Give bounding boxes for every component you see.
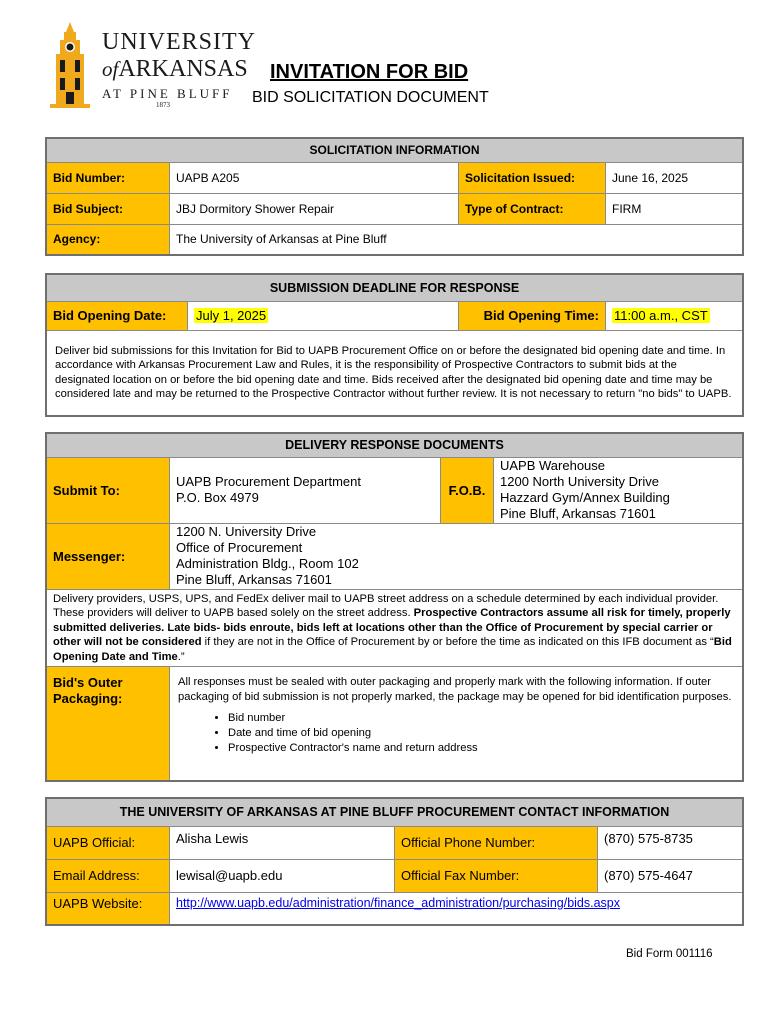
bid-opening-date-label: Bid Opening Date: — [46, 301, 188, 330]
bid-number-value: UAPB A205 — [170, 162, 459, 193]
outer-packaging-bullets — [178, 711, 734, 756]
fob-line2: 1200 North University Drive — [500, 474, 659, 489]
messenger-value — [170, 523, 744, 589]
bullet-bid-number: • Bid number — [228, 711, 734, 726]
delivery-note — [46, 589, 743, 667]
messenger-line2: Office of Procurement — [176, 540, 303, 555]
email-value: lewisal@uapb.edu — [170, 859, 395, 892]
fob-line3: Hazzard Gym/Annex Building — [500, 490, 670, 505]
messenger-line1: 1200 N. University Drive — [176, 524, 317, 539]
bid-opening-time-label: Bid Opening Time: — [459, 301, 606, 330]
fax-value: (870) 575-4647 — [598, 859, 744, 892]
website-cell — [170, 892, 744, 925]
clock-tower-icon — [44, 20, 96, 108]
phone-label: Official Phone Number: — [395, 826, 598, 859]
official-value: Alisha Lewis — [170, 826, 395, 859]
delivery-table — [45, 432, 744, 782]
bid-opening-time-cell — [606, 301, 744, 330]
fob-line1: UAPB Warehouse — [500, 458, 606, 473]
fob-label: F.O.B. — [441, 457, 494, 523]
bid-opening-time-value: 11:00 a.m., CST — [614, 308, 708, 323]
submit-to-line2: P.O. Box 4979 — [176, 490, 259, 505]
submit-to-label: Submit To: — [46, 457, 170, 523]
delivery-note-bold1: Prospective Contractors assume all risk for timely, properly submitted deliveries. Late bids- bids enroute, bids left at locations other than the Office of Procurement by special carrier or other will not be considered — [53, 607, 731, 649]
delivery-note-part2: if they are not in the Office of Procurement by or before the time as indicated on this IFB document as “ — [201, 636, 714, 649]
agency-label: Agency: — [46, 224, 170, 255]
deadline-paragraph: Deliver bid submissions for this Invitation for Bid to UAPB Procurement Office on or before the designated bid opening date and time. In accordance with Arkansas Procurement Law and Rules, it is the responsibility of Prospective Contractors to submit bids at the designated location on or before the bid opening date and time. Bids received after the designated bid opening date and time may be considered late and may be returned to the Prospective Contractor without further review. It is not necessary to return "no bids" to UAPB. — [46, 330, 743, 416]
website-link[interactable]: http://www.uapb.edu/administration/finance_administration/purchasing/bids.aspx — [176, 895, 621, 910]
logo-line-university: UNIVERSITY — [102, 29, 256, 55]
website-label: UAPB Website: — [46, 892, 170, 925]
bullet-contractor: • Prospective Contractor's name and return address — [228, 741, 734, 756]
submit-to-value — [170, 457, 441, 523]
page-subtitle: BID SOLICITATION DOCUMENT — [252, 89, 489, 106]
deadline-heading: SUBMISSION DEADLINE FOR RESPONSE — [46, 274, 743, 301]
page-title: INVITATION FOR BID — [270, 61, 469, 83]
contact-heading: THE UNIVERSITY OF ARKANSAS AT PINE BLUFF PROCUREMENT CONTACT INFORMATION — [46, 798, 743, 826]
bid-subject-label: Bid Subject: — [46, 193, 170, 224]
bullet-date-time: • Date and time of bid opening — [228, 726, 734, 741]
solicitation-issued-label: Solicitation Issued: — [459, 162, 606, 193]
delivery-note-bold2: Bid Opening Date and Time — [53, 636, 732, 663]
deadline-table — [45, 273, 744, 417]
delivery-heading: DELIVERY RESPONSE DOCUMENTS — [46, 433, 743, 457]
bid-opening-date-cell — [188, 301, 459, 330]
logo-year: 1873 — [156, 101, 170, 109]
outer-packaging-label: Bid's Outer Packaging: — [46, 667, 170, 781]
fob-line4: Pine Bluff, Arkansas 71601 — [500, 506, 656, 521]
contact-table — [45, 797, 744, 926]
logo-line-arkansas — [102, 57, 248, 81]
messenger-line4: Pine Bluff, Arkansas 71601 — [176, 572, 332, 587]
fax-label: Official Fax Number: — [395, 859, 598, 892]
fob-value — [494, 457, 744, 523]
solicitation-issued-value: June 16, 2025 — [606, 162, 744, 193]
outer-packaging-text: All responses must be sealed with outer packaging and properly mark with the following information. If outer packaging of bid submission is not properly marked, the package may be opened for bid identification purposes. — [178, 676, 732, 704]
logo-line-pine-bluff: AT PINE BLUFF — [102, 86, 233, 101]
bid-subject-value: JBJ Dormitory Shower Repair — [170, 193, 459, 224]
submit-to-line1: UAPB Procurement Department — [176, 474, 361, 489]
phone-value: (870) 575-8735 — [598, 826, 744, 859]
contract-type-label: Type of Contract: — [459, 193, 606, 224]
agency-value: The University of Arkansas at Pine Bluff — [170, 224, 744, 255]
solicitation-table — [45, 137, 744, 256]
contract-type-value: FIRM — [606, 193, 744, 224]
messenger-line3: Administration Bldg., Room 102 — [176, 556, 359, 571]
bid-number-label: Bid Number: — [46, 162, 170, 193]
logo-of: of — [102, 57, 119, 81]
official-label: UAPB Official: — [46, 826, 170, 859]
outer-packaging-value — [170, 667, 744, 781]
university-logo — [44, 20, 256, 109]
bid-opening-date-value: July 1, 2025 — [196, 308, 267, 323]
delivery-note-part3: .” — [177, 650, 185, 663]
delivery-note-part1: Delivery providers, USPS, UPS, and FedEx deliver mail to UAPB street address on a schedule determined by each individual provider. These providers will deliver to UAPB based solely on the street address. — [53, 592, 719, 620]
messenger-label: Messenger: — [46, 523, 170, 589]
email-label: Email Address: — [46, 859, 170, 892]
logo-arkansas: ARKANSAS — [118, 56, 248, 82]
form-number: Bid Form 001116 — [626, 948, 713, 960]
solicitation-heading: SOLICITATION INFORMATION — [46, 138, 743, 162]
